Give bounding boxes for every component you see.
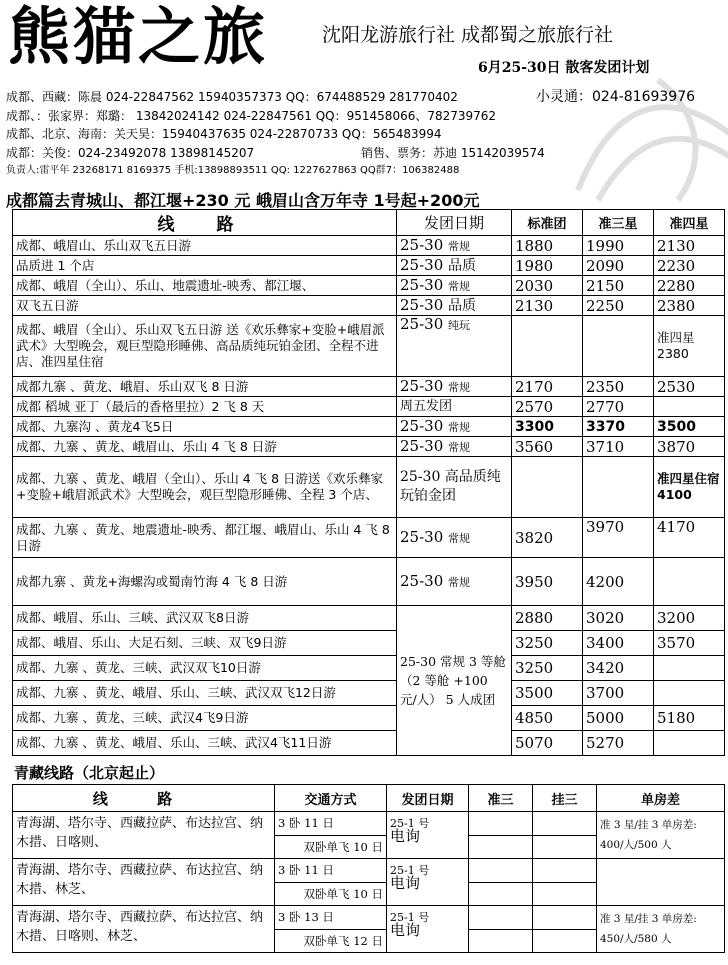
contact-line-4: 成都：关俊：024-23492078 13898145207 — [6, 145, 255, 160]
table-row: 成都九寨 、黄龙、峨眉、乐山双飞 8 日游 25-30 常规 2170 2350 2530 — [13, 377, 725, 397]
schedule-plan-title: 6月25-30日 散客发团计划 — [478, 60, 650, 76]
table-row: 成都、峨眉、乐山、大足石刻、三峡、双飞9日游 3250 3400 3570 — [13, 631, 725, 656]
col-route: 线 路 — [13, 210, 397, 236]
promo-banner: 成都篇去青城山、都江堰+230 元 峨眉山含万年寺 1号起+200元 — [6, 191, 480, 210]
table-row: 青海湖、塔尔寺、西藏拉萨、布达拉宫、纳木措、林芝、 3 卧 11 日 25-1 号 电询 — [13, 859, 725, 883]
col-std: 标准团 — [512, 210, 583, 236]
table-row: 成都、九寨 、黄龙、地震遗址-映秀、都江堰、峨眉山、乐山 4 飞 8 日游 25-30 常规 3820 3970 4170 — [13, 518, 725, 558]
col-star4: 准四星 — [654, 210, 725, 236]
brand-logo: 熊猫之旅 — [8, 0, 269, 73]
contact-line-1: 成都、西藏：陈晨 024-22847562 15940357373 QQ：674488529 281770402 — [6, 90, 458, 104]
contact-line-2: 成都、：张家界：郑璐： 13842024142 024-22847561 QQ：951458066、782739762 — [6, 108, 497, 123]
table-row: 成都、九寨 、黄龙、峨眉、乐山、三峡、武汉双飞12日游 3500 3700 — [13, 681, 725, 706]
table-row: 成都九寨 、黄龙+海螺沟或蜀南竹海 4 飞 8 日游 25-30 常规 3950 4200 — [13, 558, 725, 606]
col-date: 发团日期 — [397, 210, 512, 236]
table-row: 成都 稻城 亚丁（最后的香格里拉）2 飞 8 天 周五发团 2570 2770 — [13, 397, 725, 417]
contact-line-5: 负责人:雷平年 23268171 8169375 手机:13898893511 QQ: 1227627863 QQ群7：106382488 — [6, 165, 460, 176]
cruise-note: 25-30 常规 3 等舱（2 等舱 +100 元/人） 5 人成团 — [397, 606, 512, 756]
table-row: 成都、九寨 、黄龙、峨眉山、乐山 4 飞 8 日游 25-30 常规 3560 3710 3870 — [13, 437, 725, 457]
table-row: 成都、峨眉（全山）、乐山、地震遗址-映秀、都江堰、 25-30 常规 2030 2150 2280 — [13, 276, 725, 296]
qingzang-section-title: 青藏线路（北京起止） — [14, 764, 165, 782]
qingzang-route-table: 线 路 交通方式 发团日期 准三 挂三 单房差 青海湖、塔尔寺、西藏拉萨、布达拉宫、纳木措、日喀则、 3 卧 11 日 25-1 号 电询 准 3 星/挂 3 单房差: 400/人/500 人 双卧单飞 10 日 青海湖、塔尔寺、西藏拉萨、布达拉宫、纳木措、林芝、 3 卧 11 日 25-1 号 电询 双卧单飞 10 日 青海湖、塔尔寺、西藏拉萨、布达拉宫、纳木措、日喀则、林芝、 3 卧 13 日 25-1 号 电询 准 3 星/挂 3 单房差: 450/人/580 人 双卧单飞 12 日 — [12, 784, 725, 953]
table-row: 成都、峨眉山、乐山双飞五日游 25-30 常规 1880 1990 2130 — [13, 236, 725, 256]
table-row: 青海湖、塔尔寺、西藏拉萨、布达拉宫、纳木措、日喀则、 3 卧 11 日 25-1 号 电询 准 3 星/挂 3 单房差: 400/人/500 人 — [13, 812, 725, 836]
table-header-row: 线 路 交通方式 发团日期 准三 挂三 单房差 — [13, 785, 725, 812]
table-row: 成都、九寨 、黄龙、三峡、武汉双飞10日游 3250 3420 — [13, 656, 725, 681]
table-row: 成都、九寨 、黄龙、峨眉（全山）、乐山 4 飞 8 日游送《欢乐彝家+变脸+峨眉派武术》大型晚会，观巨型隐形睡佛、全程 3 个店、 25-30 高品质纯玩铂金团 准四星住宿 4100 — [13, 457, 725, 518]
hotline: 小灵通：024-81693976 — [536, 89, 696, 105]
col-star3: 准三星 — [583, 210, 654, 236]
sales-contact: 销售、票务：苏迪 15142039574 — [361, 145, 545, 160]
main-route-table — [12, 209, 725, 756]
table-row: 品质进 1 个店 25-30 品质 1980 2090 2230 — [13, 256, 725, 276]
contact-block — [6, 88, 722, 181]
table-row: 成都、峨眉、乐山、三峡、武汉双飞8日游 25-30 常规 3 等舱（2 等舱 +100 元/人） 5 人成团 2880 3020 3200 — [13, 606, 725, 631]
table-row: 成都、九寨 、黄龙、三峡、武汉4飞9日游 4850 5000 5180 — [13, 706, 725, 731]
table-row: 成都、九寨 、黄龙、峨眉、乐山、三峡、武汉4飞11日游 5070 5270 — [13, 731, 725, 756]
agency-names: 沈阳龙游旅行社 成都蜀之旅旅行社 — [322, 24, 614, 46]
table-header-row — [13, 210, 725, 236]
table-row: 青海湖、塔尔寺、西藏拉萨、布达拉宫、纳木措、日喀则、林芝、 3 卧 13 日 25-1 号 电询 准 3 星/挂 3 单房差: 450/人/580 人 — [13, 906, 725, 930]
contact-line-3: 成都、北京、海南：关天昊：15940437635 024-22870733 QQ：565483994 — [6, 127, 442, 141]
table-row: 成都、九寨沟 、黄龙4飞5日 25-30 常规 3300 3370 3500 — [13, 417, 725, 437]
table-row: 成都、峨眉（全山）、乐山双飞五日游 送《欢乐彝家+变脸+峨眉派武术》大型晚会，观巨型隐形睡佛、高品质纯玩铂金团、全程不进店、准四星住宿 25-30 纯玩 准四星 2380 — [13, 316, 725, 377]
table-row: 双飞五日游 25-30 品质 2130 2250 2380 — [13, 296, 725, 316]
